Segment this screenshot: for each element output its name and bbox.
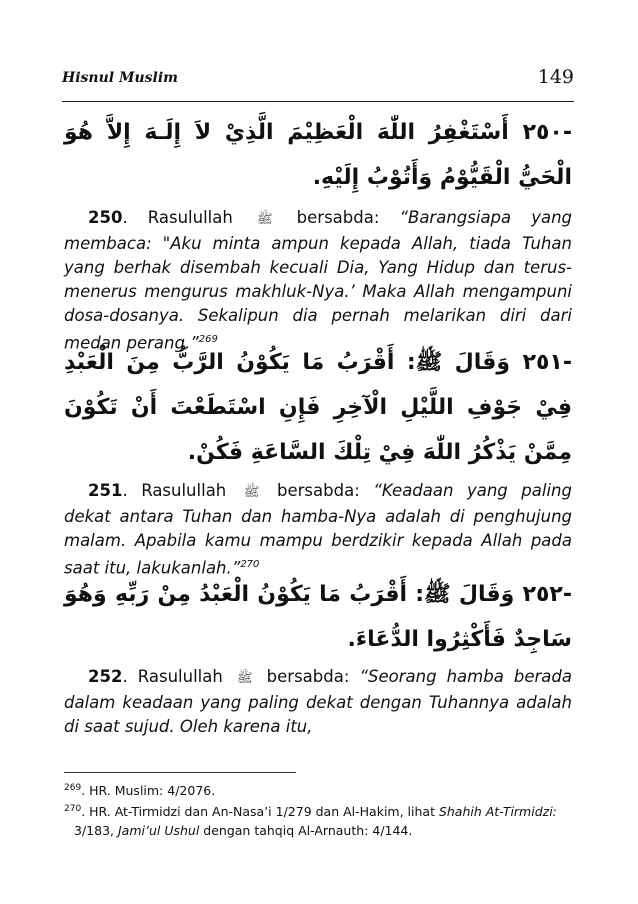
arabic-dua: وَقَالَ ﷺ: أَقْرَبُ مَا يَكُوْنُ الْعَبْدُ مِنْ رَبِّهِ وَهُوَ سَاجِدٌ فَأَكْثِرُوا الدُّعَاءَ. [64, 582, 572, 652]
footnotes [64, 779, 572, 840]
footnote-mark: 269 [64, 783, 82, 793]
salawat-icon: ﷺ [256, 212, 273, 227]
translation-251 [64, 479, 572, 581]
translation-250 [64, 206, 572, 356]
salawat-icon: ﷺ [236, 671, 253, 686]
entry-number: 251 [88, 481, 123, 500]
entry-intro: . Rasulullah [122, 481, 227, 500]
hadith-quote: “Barangsiapa yang membaca: "Aku minta ampun kepada Allah, tiada Tuhan yang berhak disembah kecuali Dia, Yang Hidup dan terus-menerus mengurus makhluk-Nya.’ Maka Allah mengampuni dosa-dosanya. Sekalipun dia pernah melarikan diri dari medan perang.” [64, 208, 572, 353]
book-title: Hisnul Muslim [62, 70, 178, 86]
arabic-text-252 [64, 572, 572, 662]
arabic-number: -٢٥١ [522, 350, 572, 375]
hadith-quote: “Keadaan yang paling dekat antara Tuhan dan hamba-Nya adalah di penghujung malam. Apabila kamu mampu berdzikir kepada Allah pada saat itu, lakukanlah.” [64, 481, 572, 578]
arabic-dua: وَقَالَ ﷺ: أَقْرَبُ مَا يَكُوْنُ الرَّبُّ مِنَ الْعَبْدِ فِيْ جَوْفِ اللَّيْلِ الْآخِرِ فَإِنِ اسْتَطَعْتَ أَنْ تَكُوْنَ مِمَّنْ يَذْكُرُ اللّٰهَ فِيْ تِلْكَ السَّاعَةِ فَكُنْ. [64, 350, 572, 465]
footnote-book-title: Shahih At-Tirmidzi: [438, 804, 557, 820]
entry-intro: . Rasulullah [122, 667, 223, 686]
said-label: bersabda: [266, 667, 350, 686]
page-number: 149 [537, 66, 574, 88]
footnote-mark: 270 [64, 804, 82, 815]
page-header [62, 66, 574, 96]
translation-252 [64, 665, 572, 739]
entry-number: 252 [88, 667, 123, 686]
said-label: bersabda: [277, 481, 360, 500]
footnote-270 [64, 800, 572, 840]
arabic-dua: أَسْتَغْفِرُ اللّٰهَ الْعَظِيْمَ الَّذِيْ لاَ إِلَـهَ إِلاَّ هُوَ الْحَيُّ الْقَيُّوْمُ وَأَتُوْبُ إِلَيْهِ. [64, 120, 572, 190]
entry-number: 250 [88, 208, 123, 227]
footnote-rule [64, 772, 296, 773]
said-label: bersabda: [296, 208, 380, 227]
arabic-number: -٢٥٢ [522, 582, 572, 607]
footnote-text: 3/183, [74, 823, 118, 839]
footnote-text: . HR. Muslim: 4/2076. [81, 783, 216, 799]
footnote-text: dengan tahqiq Al-Arnauth: 4/144. [199, 823, 413, 839]
arabic-text-250 [64, 110, 572, 200]
footnote-ref: 270 [240, 559, 260, 570]
footnote-text: . HR. At-Tirmidzi dan An-Nasa’i 1/279 dan Al-Hakim, lihat [81, 804, 439, 820]
hadith-quote: “Seorang hamba berada dalam keadaan yang paling dekat dengan Tuhannya adalah di saat sujud. Oleh karena itu, [64, 667, 572, 736]
salawat-icon: ﷺ [243, 485, 260, 500]
header-rule [62, 101, 574, 102]
footnote-269 [64, 779, 572, 800]
footnote-ref: 269 [198, 334, 218, 345]
entry-intro: . Rasulullah [122, 208, 233, 227]
footnote-book-title: Jami’ul Ushul [117, 823, 200, 839]
arabic-number: -٢٥٠ [522, 120, 572, 145]
arabic-text-251 [64, 340, 572, 475]
